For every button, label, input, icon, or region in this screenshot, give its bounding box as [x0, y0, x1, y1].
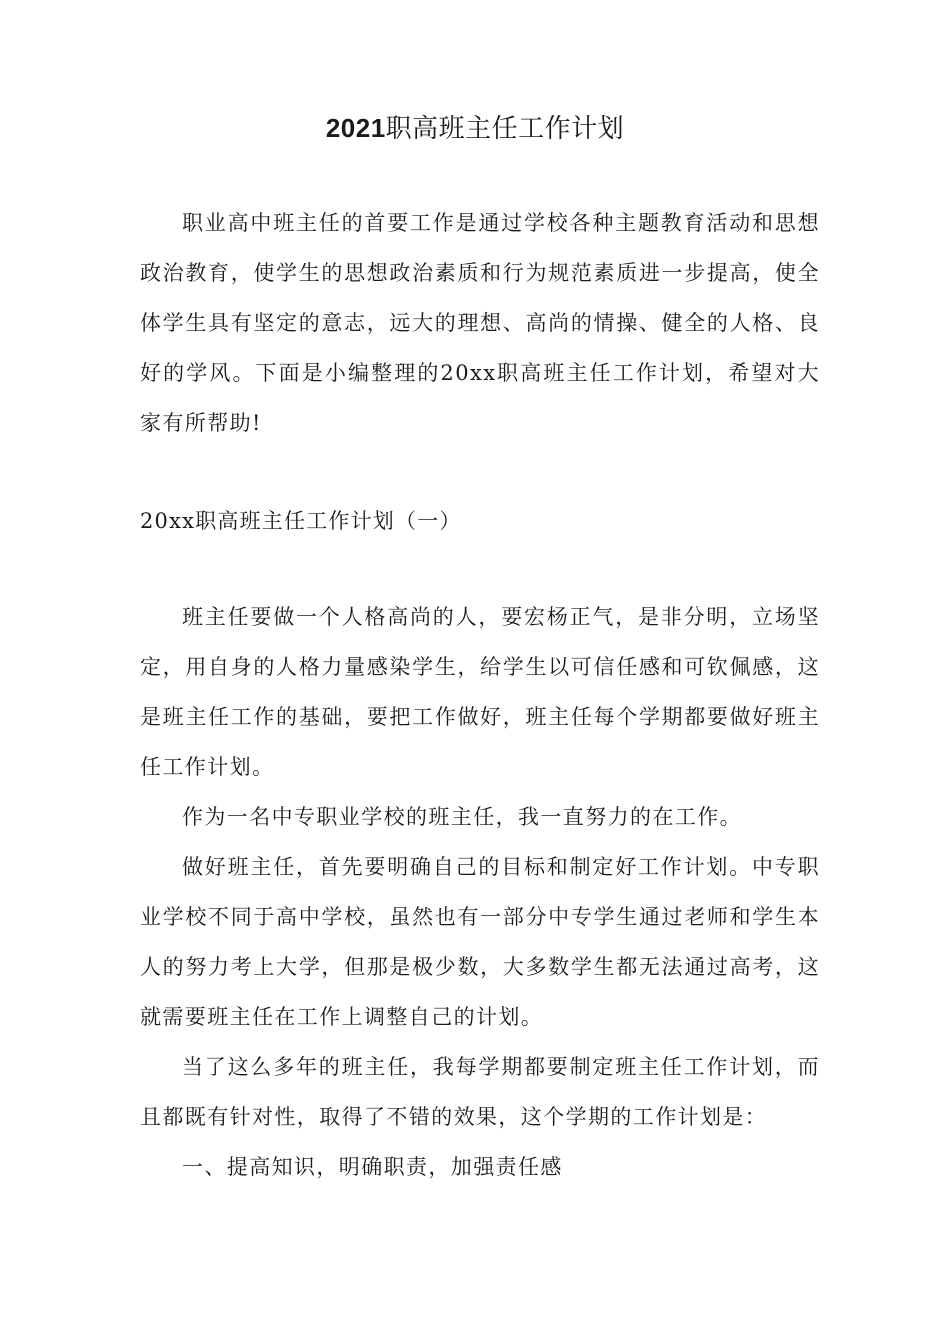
section-body: [140, 592, 820, 1192]
paragraph-2: 作为一名中专职业学校的班主任，我一直努力的在工作。: [182, 805, 742, 829]
paragraph-5: 一、提高知识，明确职责，加强责任感: [182, 1155, 563, 1179]
title-year: 2021: [325, 113, 386, 143]
page-title: [0, 108, 950, 149]
paragraph-3: 做好班主任，首先要明确自己的目标和制定好工作计划。中专职业学校不同于高中学校，虽然也有一部分中专学生通过老师和学生本人的努力考上大学，但那是极少数，大多数学生都无法通过高考，这就需要班主任在工作上调整自己的计划。: [140, 855, 820, 1029]
paragraph-1: 班主任要做一个人格高尚的人，要宏杨正气，是非分明，立场坚定，用自身的人格力量感染学生，给学生以可信任感和可钦佩感，这是班主任工作的基础，要把工作做好，班主任每个学期都要做好班主任工作计划。: [140, 605, 820, 779]
intro-paragraph: 职业高中班主任的首要工作是通过学校各种主题教育活动和思想政治教育，使学生的思想政治素质和行为规范素质进一步提高，使全体学生具有坚定的意志，远大的理想、高尚的情操、健全的人格、良好的学风。下面是小编整理的20xx职高班主任工作计划，希望对大家有所帮助!: [140, 211, 820, 435]
title-text: 职高班主任工作计划: [385, 114, 625, 144]
intro-block: [140, 198, 820, 448]
section-heading: 20xx职高班主任工作计划（一）: [140, 509, 462, 533]
paragraph-4: 当了这么多年的班主任，我每学期都要制定班主任工作计划，而且都既有针对性，取得了不错的效果，这个学期的工作计划是：: [140, 1055, 820, 1129]
